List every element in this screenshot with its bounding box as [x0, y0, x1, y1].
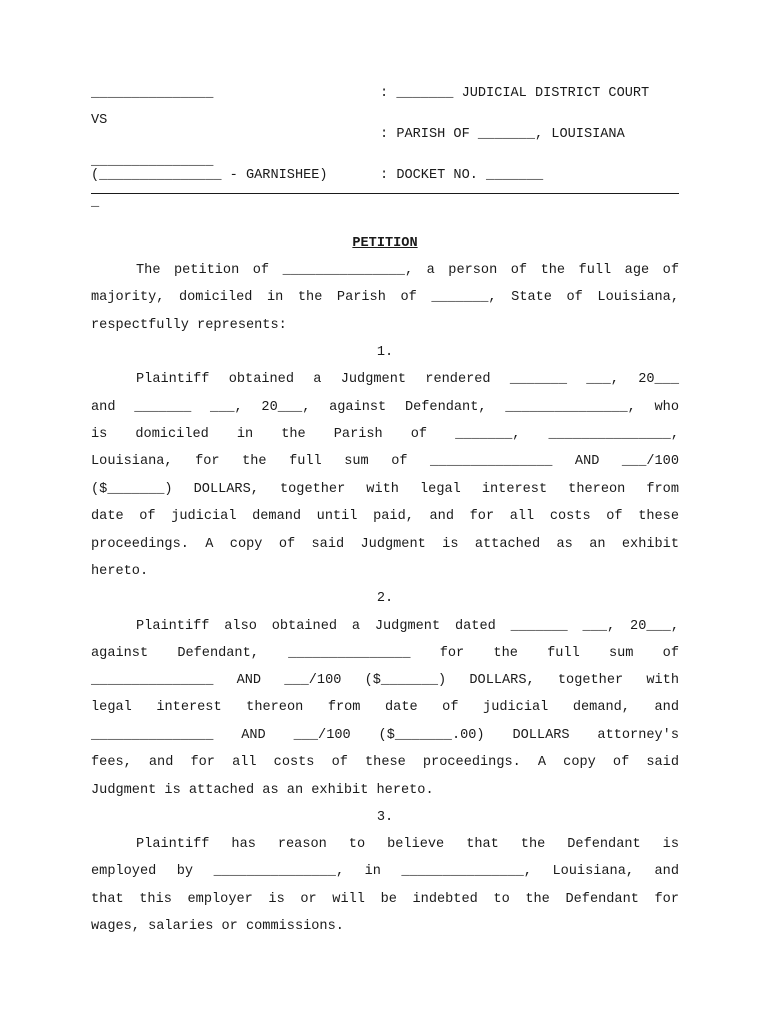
court-name-line: : _______ JUDICIAL DISTRICT COURT	[380, 86, 650, 101]
para2-line-2: against Defendant, _______________ for the full sum of	[91, 646, 679, 661]
versus-label: VS	[91, 113, 108, 128]
para1-line-6: date of judicial demand until paid, and for all costs of these	[91, 509, 679, 524]
paragraph-number-1: 1.	[376, 345, 394, 360]
para1-line-5: ($_______) DOLLARS, together with legal interest thereon from	[91, 482, 679, 497]
para1-line-7: proceedings. A copy of said Judgment is attached as an exhibit	[91, 537, 679, 552]
para3-line-3: that this employer is or will be indebted to the Defendant for	[91, 892, 679, 907]
para2-line-5: _______________ AND ___/100 ($_______.00) DOLLARS attorney's	[91, 728, 679, 743]
garnishee-line: (_______________ - GARNISHEE)	[91, 168, 328, 183]
para2-line-6: fees, and for all costs of these proceedings. A copy of said	[91, 755, 679, 770]
para1-line-8: hereto.	[91, 564, 149, 579]
para3-line-4: wages, salaries or commissions.	[91, 919, 344, 934]
plaintiff-name-blank: _______________	[91, 86, 214, 101]
para1-line-2: and _______ ___, 20___, against Defendant, _______________, who	[91, 400, 679, 415]
caption-divider	[91, 193, 679, 194]
intro-line-3: respectfully represents:	[91, 318, 287, 333]
para1-line-1: Plaintiff obtained a Judgment rendered _______ ___, 20___	[136, 372, 679, 387]
para1-line-3: is domiciled in the Parish of _______, _______________,	[91, 427, 679, 442]
para2-line-1: Plaintiff also obtained a Judgment dated _______ ___, 20___,	[136, 619, 679, 634]
document-title: PETITION	[352, 236, 418, 251]
para1-line-4: Louisiana, for the full sum of _______________ AND ___/100	[91, 454, 679, 469]
defendant-name-blank: _______________	[91, 154, 214, 169]
parish-line: : PARISH OF _______, LOUISIANA	[380, 127, 625, 142]
para2-line-4: legal interest thereon from date of judicial demand, and	[91, 700, 679, 715]
paragraph-number-2: 2.	[376, 591, 394, 606]
intro-line-1: The petition of _______________, a person of the full age of	[136, 263, 679, 278]
para2-line-3: _______________ AND ___/100 ($_______) DOLLARS, together with	[91, 673, 679, 688]
intro-line-2: majority, domiciled in the Parish of _______, State of Louisiana,	[91, 290, 679, 305]
para3-line-2: employed by _______________, in _______________, Louisiana, and	[91, 864, 679, 879]
docket-number-line: : DOCKET NO. _______	[380, 168, 544, 183]
caption-divider-tail: _	[91, 195, 100, 210]
paragraph-number-3: 3.	[376, 810, 394, 825]
para3-line-1: Plaintiff has reason to believe that the Defendant is	[136, 837, 679, 852]
para2-line-7: Judgment is attached as an exhibit hereto.	[91, 783, 434, 798]
